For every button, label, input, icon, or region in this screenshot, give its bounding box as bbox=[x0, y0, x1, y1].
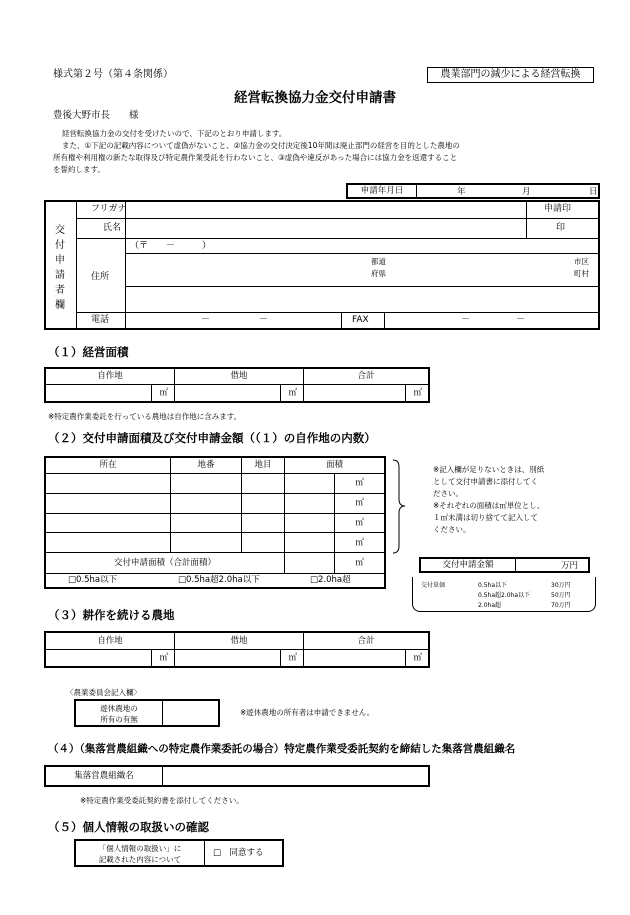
name-label: 氏名 bbox=[103, 223, 122, 233]
area-class-option-2[interactable]: □0.5ha超2.0ha以下 bbox=[178, 574, 260, 585]
rate-label: 交付単価 bbox=[421, 582, 446, 589]
section-5-table bbox=[74, 839, 284, 867]
seal-mark: 印 bbox=[556, 223, 566, 233]
committee-header: 〈農業委員会記入欄〉 bbox=[66, 688, 141, 697]
grant-amount-table bbox=[419, 557, 590, 573]
fax-dash-1: － bbox=[461, 315, 471, 325]
date-input[interactable] bbox=[417, 184, 600, 198]
unit-sqm: ㎡ bbox=[335, 513, 385, 533]
city-label-2: 町村 bbox=[574, 269, 589, 278]
table-row bbox=[45, 513, 385, 533]
col-own-land: 自作地 bbox=[45, 632, 175, 649]
col-total: 合計 bbox=[304, 368, 430, 384]
collective-farm-label: 集落営農組織名 bbox=[45, 766, 163, 786]
section-3-title: （３）耕作を続ける農地 bbox=[48, 608, 175, 622]
total-land-input[interactable] bbox=[304, 649, 430, 667]
rate-range: 2.0ha超 bbox=[478, 602, 502, 609]
side-note-line: として交付申請書に添付してく bbox=[433, 477, 538, 486]
section-5-title: （５）個人情報の取扱いの確認 bbox=[48, 820, 209, 834]
unit-sqm: ㎡ bbox=[159, 387, 168, 398]
area-class-option-1[interactable]: □0.5ha以下 bbox=[68, 574, 118, 585]
grant-amount-input[interactable] bbox=[516, 558, 590, 572]
unit-sqm: ㎡ bbox=[159, 652, 168, 663]
committee-note: ※遊休農地の所有者は申請できません。 bbox=[240, 708, 375, 717]
fax-dash-2: － bbox=[516, 315, 526, 325]
col-own-land: 自作地 bbox=[45, 368, 175, 384]
col-leased-land: 借地 bbox=[175, 632, 304, 649]
intro-line-4: を誓約します。 bbox=[53, 165, 105, 174]
brace-icon bbox=[392, 459, 400, 554]
date-day: 日 bbox=[589, 187, 598, 197]
rate-amount: 50万円 bbox=[551, 592, 571, 599]
side-note-line: ださい。 bbox=[433, 489, 463, 498]
collective-farm-input[interactable] bbox=[163, 766, 430, 786]
section-2-table bbox=[44, 456, 386, 589]
side-note-line: ください。 bbox=[433, 525, 471, 534]
page-title: 経営転換協力金交付申請書 bbox=[234, 90, 396, 106]
col-land-category: 地目 bbox=[242, 457, 285, 474]
application-date-table bbox=[346, 183, 600, 199]
leased-land-input[interactable] bbox=[175, 384, 304, 402]
date-month: 月 bbox=[522, 187, 531, 197]
fax-label: FAX bbox=[352, 315, 369, 325]
idle-land-label: 遊休農地の 所有の有無 bbox=[75, 700, 163, 726]
intro-line-1: 経営転換協力金の交付を受けたいので、下記のとおり申請します。 bbox=[62, 129, 287, 138]
col-total: 合計 bbox=[304, 632, 430, 649]
col-lot-number: 地番 bbox=[171, 457, 242, 474]
committee-table bbox=[74, 699, 220, 727]
date-year: 年 bbox=[457, 187, 466, 197]
rate-amount: 70万円 bbox=[551, 602, 571, 609]
form-type-label: 農業部門の減少による経営転換 bbox=[427, 67, 594, 83]
table-row bbox=[45, 474, 385, 494]
section-2-title: （２）交付申請面積及び交付申請金額（（１）の自作地の内数） bbox=[48, 431, 376, 445]
furigana-label: フリガナ bbox=[91, 204, 127, 214]
recipient: 豊後大野市長 様 bbox=[53, 110, 139, 121]
unit-sqm: ㎡ bbox=[413, 652, 422, 663]
rate-range: 0.5ha以下 bbox=[478, 582, 508, 589]
section-3-table bbox=[44, 631, 430, 668]
prefecture-label-2: 府県 bbox=[371, 269, 386, 278]
furigana-input[interactable] bbox=[127, 203, 525, 217]
rate-amount: 30万円 bbox=[551, 582, 571, 589]
date-label: 申請年月日 bbox=[347, 184, 417, 198]
unit-sqm: ㎡ bbox=[335, 553, 385, 574]
seal-label: 申請印 bbox=[544, 204, 572, 214]
own-land-input[interactable] bbox=[45, 384, 175, 402]
unit-sqm: ㎡ bbox=[335, 533, 385, 553]
own-land-input[interactable] bbox=[45, 649, 175, 667]
section-1-table bbox=[44, 367, 430, 403]
fax-input[interactable] bbox=[386, 313, 596, 328]
unit-sqm: ㎡ bbox=[335, 493, 385, 513]
total-area-row bbox=[45, 553, 385, 574]
unit-man-yen: 万円 bbox=[560, 561, 578, 571]
table-row bbox=[45, 533, 385, 553]
postal-code[interactable]: （〒 － ） bbox=[130, 241, 212, 251]
section-1-note: ※特定農作業委託を行っている農地は自作地に含みます。 bbox=[48, 412, 242, 421]
table-row bbox=[45, 493, 385, 513]
phone-dash-2: － bbox=[259, 315, 269, 325]
side-note-line: ※記入欄が足りないときは、別紙 bbox=[433, 465, 545, 474]
side-note-line: １㎡未満は切り捨てて記入して bbox=[433, 513, 538, 522]
total-land-input[interactable] bbox=[304, 384, 430, 402]
col-location: 所在 bbox=[45, 457, 171, 474]
unit-sqm: ㎡ bbox=[413, 387, 422, 398]
section-4-title: （４）（集落営農組織への特定農作業委託の場合）特定農作業受委託契約を締結した集落営農組織名 bbox=[48, 743, 516, 755]
col-leased-land: 借地 bbox=[175, 368, 304, 384]
grant-amount-label: 交付申請金額 bbox=[420, 558, 516, 572]
total-area-input[interactable] bbox=[285, 553, 335, 574]
prefecture-label-1: 都道 bbox=[371, 257, 386, 266]
section-4-table bbox=[44, 765, 430, 787]
rate-range: 0.5ha超2.0ha以下 bbox=[478, 592, 531, 599]
city-label-1: 市区 bbox=[574, 257, 589, 266]
name-input[interactable] bbox=[127, 219, 525, 237]
applicant-side-label: 交 付 申 請 者 欄 bbox=[46, 202, 77, 328]
phone-label: 電話 bbox=[91, 315, 110, 325]
phone-dash-1: － bbox=[201, 315, 211, 325]
section-4-note: ※特定農作業受委託契約書を添付してください。 bbox=[80, 796, 244, 805]
total-area-label: 交付申請面積（合計面積） bbox=[45, 553, 285, 574]
form-number: 様式第２号（第４条関係） bbox=[53, 69, 173, 80]
col-area: 面積 bbox=[285, 457, 386, 474]
phone-input[interactable] bbox=[127, 313, 340, 328]
applicant-table bbox=[44, 200, 600, 330]
privacy-label: 「個人情報の取扱い」に 記載された内容について bbox=[75, 840, 205, 866]
intro-line-2: また、①下記の記載内容について虚偽がないこと、②協力金の交付決定後10年間は廃止部門の経営を目的とした農地の bbox=[62, 141, 460, 150]
address-input[interactable] bbox=[127, 254, 597, 285]
privacy-agree-checkbox[interactable]: □ 同意する bbox=[205, 840, 284, 866]
unit-sqm: ㎡ bbox=[335, 474, 385, 494]
unit-sqm: ㎡ bbox=[288, 652, 297, 663]
address-input-2[interactable] bbox=[127, 287, 597, 311]
address-label: 住所 bbox=[91, 272, 110, 282]
idle-land-input[interactable] bbox=[163, 700, 220, 726]
intro-line-3: 所有権や利用権の新たな取得及び特定農作業受託を行わないこと、③虚偽や違反があった場合には協力金を返還すること bbox=[53, 153, 458, 162]
leased-land-input[interactable] bbox=[175, 649, 304, 667]
section-1-title: （１）経営面積 bbox=[48, 345, 129, 359]
side-note-line: ※それぞれの面積は㎡単位とし、 bbox=[433, 501, 545, 510]
area-class-row bbox=[45, 573, 385, 588]
area-class-option-3[interactable]: □2.0ha超 bbox=[310, 574, 351, 585]
unit-sqm: ㎡ bbox=[288, 387, 297, 398]
